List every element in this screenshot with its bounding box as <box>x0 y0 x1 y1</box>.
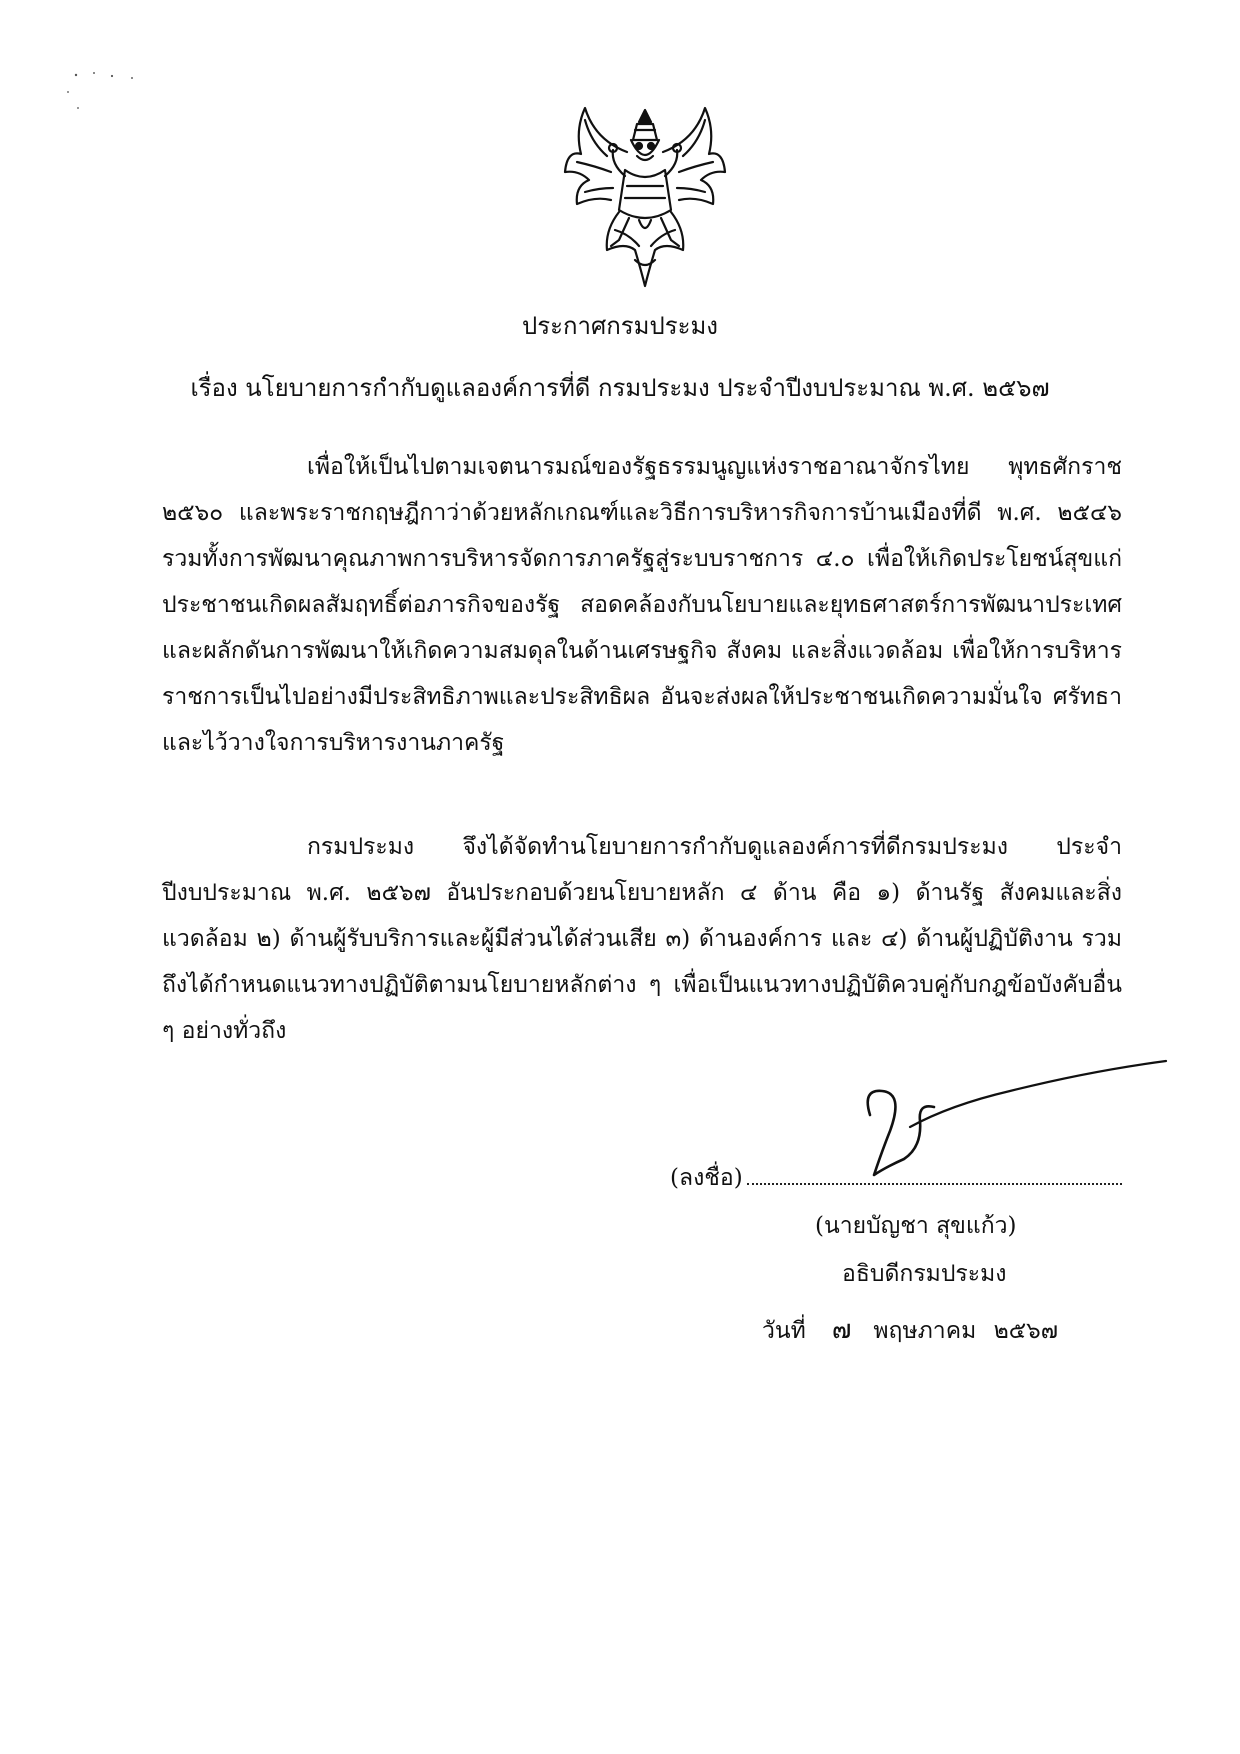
date-prefix: วันที่ <box>762 1318 806 1344</box>
signature-dotted-line <box>747 1161 1122 1185</box>
scan-specks <box>60 70 160 130</box>
body-paragraph: กรมประมง จึงได้จัดทำนโยบายการกำกับดูแลองค์การที่ดีกรมประมง ประจำปีงบประมาณ พ.ศ. ๒๕๖๗ อันประกอบด้วยนโยบายหลัก ๔ ด้าน คือ ๑) ด้านรัฐ สังคมและสิ่งแวดล้อม ๒) ด้านผู้รับบริการและผู้มีส่วนได้ส่วนเสีย ๓) ด้านองค์การ และ ๔) ด้านผู้ปฏิบัติงาน รวมถึงได้กำหนดแนวทางปฏิบัติตามนโยบายหลักต่าง ๆ เพื่อเป็นแนวทางปฏิบัติควบคู่กับกฎข้อบังคับอื่น ๆ อย่างทั่วถึง <box>162 834 1122 1044</box>
date-month: พฤษภาคม <box>873 1318 977 1344</box>
sign-label: (ลงชื่อ) <box>670 1165 743 1191</box>
issue-date <box>762 1312 1058 1349</box>
date-day: ๗ <box>831 1315 852 1345</box>
signature-line <box>670 1160 1122 1196</box>
signer-position: อธิบดีกรมประมง <box>842 1261 1007 1287</box>
signer-name: (นายบัญชา สุขแก้ว) <box>815 1213 1017 1239</box>
announcement-title: ประกาศกรมประมง <box>521 312 719 340</box>
body-paragraph: เพื่อให้เป็นไปตามเจตนารมณ์ของรัฐธรรมนูญแห่งราชอาณาจักรไทย พุทธศักราช ๒๕๖๐ และพระราชกฤษฎีกาว่าด้วยหลักเกณฑ์และวิธีการบริหารกิจการบ้านเมืองที่ดี พ.ศ. ๒๕๔๖ รวมทั้งการพัฒนาคุณภาพการบริหารจัดการภาครัฐสู่ระบบราชการ ๔.๐ เพื่อให้เกิดประโยชน์สุขแก่ประชาชนเกิดผลสัมฤทธิ์ต่อภารกิจของรัฐ สอดคล้องกับนโยบายและยุทธศาสตร์การพัฒนาประเทศ และผลักดันการพัฒนาให้เกิดความสมดุลในด้านเศรษฐกิจ สังคม และสิ่งแวดล้อม เพื่อให้การบริหารราชการเป็นไปอย่างมีประสิทธิภาพและประสิทธิผล อันจะส่งผลให้ประชาชนเกิดความมั่นใจ ศรัทธา และไว้วางใจการบริหารงานภาครัฐ <box>162 454 1122 756</box>
date-year: ๒๕๖๗ <box>993 1318 1059 1344</box>
announcement-subject: เรื่อง นโยบายการกำกับดูแลองค์การที่ดี กรมประมง ประจำปีงบประมาณ พ.ศ. ๒๕๖๗ <box>190 374 1050 402</box>
garuda-emblem-icon <box>555 100 735 290</box>
